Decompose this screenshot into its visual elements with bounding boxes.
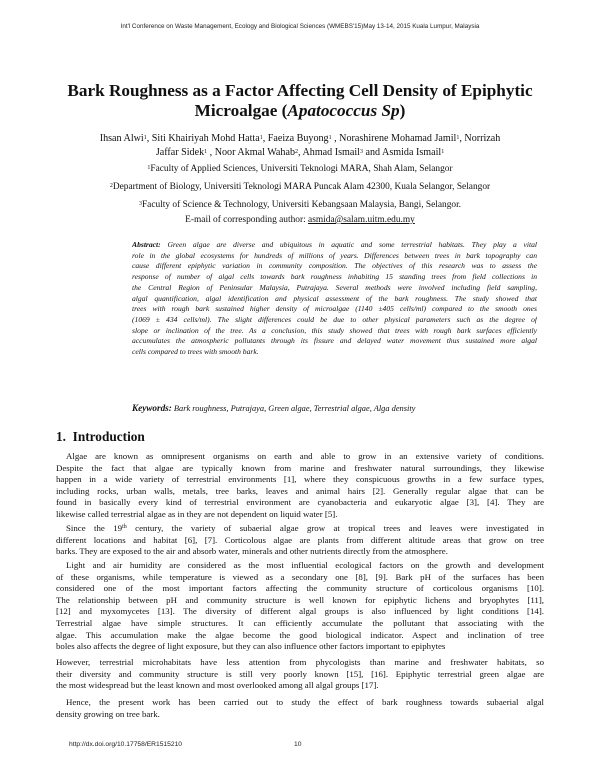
title-line-1: Bark Roughness as a Factor Affecting Cell Density of Epiphytic	[67, 81, 533, 100]
abstract-line	[132, 240, 537, 251]
paragraph-line: likewise called terrestrial algae as in they are not dependent on liquid water [5].	[56, 508, 338, 519]
paragraph-line: However, terrestrial microhabitats have less attention from phycologists than marine and freshwater habitats, so	[56, 657, 544, 667]
paragraph-line: of these organisms, while temperature is viewed as a secondary one [8], [9]. Bark pH of the surfaces has been	[56, 571, 544, 582]
author-affiliation-mark: 2	[295, 149, 298, 155]
affiliation-3	[40, 199, 560, 212]
paragraph-line: algae. This accumulation make the algae become the good biological indicator. Aspect and inclination of tree	[56, 629, 544, 640]
author-name: , Siti Khairiyah Mohd Hatta	[146, 133, 260, 144]
paragraph-1	[56, 451, 544, 521]
abstract-line: role in the global ecosystems for hundreds of millions of years. Differences between trees in bark topography can	[132, 250, 537, 260]
abstract-line: (1069 ± 434 cells/ml). The slight differences could be due to other physical parameters such as the degree of	[132, 314, 537, 324]
author-affiliation-mark: 1	[259, 135, 263, 141]
affiliation-text: Faculty of Science & Technology, Universiti Kebangsaan Malaysia, Bangi, Selangor.	[141, 200, 462, 210]
paragraph-line: density growing on tree bark.	[56, 708, 160, 719]
author-affiliation-mark: 1	[441, 149, 445, 155]
paragraph-line: the most widespread but the least known and most overlooked among all algal groups [17].	[56, 680, 379, 691]
paper-title	[40, 81, 560, 121]
paragraph-line: Algae are known as omnipresent organisms on earth and able to grow in an extensive variety of conditions.	[66, 451, 544, 461]
affiliation-text: Faculty of Applied Sciences, Universiti Teknologi MARA, Shah Alam, Selangor	[150, 164, 453, 174]
paragraph-5	[56, 697, 544, 720]
author-line-2	[40, 146, 560, 160]
superscript: th	[122, 524, 127, 530]
affiliation-1	[40, 163, 560, 176]
paragraph-line: considered one of the most important factors affecting the community structure of corticolous organisms [10].	[56, 583, 544, 594]
affiliation-text: Department of Biology, Universiti Teknologi MARA Puncak Alam 42300, Kuala Selangor, Selangor	[112, 182, 491, 192]
author-name: , Norrizah	[459, 133, 501, 144]
paragraph-line: Despite the fact that algae are typically known from marine and freshwater natural surroundings, they likewise	[56, 462, 544, 473]
section-title: Introduction	[72, 429, 145, 444]
author-name: , Faeiza Buyong	[262, 133, 329, 144]
paragraph-line: found in basically every kind of terrestrial environment are cyanobacteria and eukaryotic algae [3], [4]. They are	[56, 497, 544, 508]
footer-doi-link[interactable]: http://dx.doi.org/10.17758/ER1515210	[69, 741, 183, 748]
author-name: , Noor Akmal Wahab	[207, 147, 295, 158]
section-number: 1.	[56, 429, 66, 444]
email-link[interactable]: asmida@salam.uitm.edu.my	[308, 215, 415, 225]
abstract-line: cause different epiphytic variation in community composition. The objectives of this research was to assess the	[132, 261, 537, 271]
footer-page-number: 10	[294, 741, 302, 748]
paragraph-2	[56, 523, 544, 558]
author-name: and Asmida Ismail	[362, 147, 442, 158]
abstract-line: response of number of algal cells towards bark roughness inhabiting 15 standing trees from field collections in	[132, 272, 537, 282]
author-name: , Norashirene Mohamad Jamil	[331, 133, 457, 144]
section-heading-introduction	[56, 429, 145, 445]
author-list	[40, 132, 560, 160]
author-name: Jaffar Sidek	[155, 147, 205, 158]
paragraph-line: Terrestrial algae have simple structures. It can efficiently accumulate the pollutant that associating with the	[56, 617, 544, 628]
title-species: Apatococcus Sp	[287, 101, 400, 120]
paragraph-line: Light and air humidity are considered as the most influential ecological factors on the growth and development	[66, 560, 544, 570]
paragraph-line: including rocks, urban walls, metals, tree barks, leaves and animal hairs [2]. Generally regular algae that can be	[56, 485, 544, 496]
email-label: E-mail of corresponding author:	[185, 215, 309, 225]
abstract-line: algal quantification, algal identification and physical assessment of the bark roughness. The study showed that	[132, 293, 537, 303]
paragraph-line: barks. They are exposed to the air and absorb water, minerals and other nutrients directly from the atmosphere.	[56, 546, 448, 557]
author-affiliation-mark: 1	[204, 149, 208, 155]
paragraph-text: century, the variety of subaerial algae grow at tropical trees and leaves were investigated in	[126, 523, 544, 533]
abstract-block	[132, 240, 537, 358]
paragraph-line: The relationship between pH and community structure is well known for epiphytic lichens and bryophytes [11],	[56, 594, 544, 605]
paragraph-line	[56, 523, 544, 535]
author-affiliation-mark: 3	[359, 149, 363, 155]
paragraph-line: different locations and habitat [6], [7]. Corticolous algae are plants from different altitude areas that grow on tree	[56, 534, 544, 545]
abstract-label: Abstract:	[132, 240, 161, 249]
title-line-2-suffix: )	[399, 101, 406, 120]
conference-header: Int'l Conference on Waste Management, Ecology and Biological Sciences (WMEBS'15)May 13-14, 2015 Kuala Lumpur, Malaysia	[120, 23, 480, 30]
paragraph-4	[56, 657, 544, 692]
abstract-line: slope or inclination of the tree. As a conclusion, this study showed that trees with rough bark surfaces efficiently	[132, 325, 537, 335]
affiliation-mark: 3	[138, 201, 142, 207]
paragraph-line: happen in a wide variety of terrestrial environments [1], where they conspicuous growths in a few surface types,	[56, 474, 544, 485]
paragraph-3	[56, 560, 544, 653]
abstract-text: Green algae are diverse and ubiquitous in aquatic and some terrestrial habitats. They play a vital	[160, 240, 537, 249]
abstract-line: the Central Region of Peninsular Malaysia, Putrajaya. Several methods were involved including field sampling,	[132, 282, 537, 292]
paragraph-line: their diversity and community structure is still very poorly known [15], [16]. Epiphytic terrestrial green algae are	[56, 668, 544, 679]
author-name: , Ahmad Ismail	[298, 147, 360, 158]
affiliation-mark: 2	[109, 183, 113, 189]
author-affiliation-mark: 1	[143, 135, 147, 141]
corresponding-email	[40, 214, 560, 227]
affiliation-2	[40, 181, 560, 194]
author-line-1	[40, 132, 560, 146]
keywords-label: Keywords:	[132, 403, 172, 413]
author-affiliation-mark: 1	[328, 135, 332, 141]
affiliation-mark: 1	[147, 165, 151, 171]
keywords-text: Bark roughness, Putrajaya, Green algae, Terrestrial algae, Alga density	[171, 404, 416, 413]
title-line-2	[40, 101, 560, 121]
paragraph-line: boles also affects the degree of light exposure, but they can also influence other factors important to epiphytes	[56, 641, 446, 652]
author-affiliation-mark: 1	[456, 135, 460, 141]
title-line-2-prefix: Microalgae (	[194, 101, 288, 120]
paragraph-line: [12] and myxomycetes [13]. The diversity of different algal groups is also influenced by light conditions [14].	[56, 606, 544, 617]
abstract-line: accumulates the atmospheric pollutants through its fissure and delayed water movement thus sustained more algal	[132, 336, 537, 346]
paragraph-line: Hence, the present work has been carried out to study the effect of bark roughness towards subaerial algal	[66, 697, 544, 707]
abstract-line: trees with rough bark sustained higher density of microalgae (1140 ±405 cells/ml) compared to the smooth ones	[132, 304, 537, 314]
paragraph-text: Since the 19	[66, 523, 123, 533]
keywords	[132, 403, 537, 413]
author-name: Ihsan Alwi	[99, 133, 144, 144]
abstract-line: cells compared to trees with smooth bark.	[132, 347, 259, 357]
